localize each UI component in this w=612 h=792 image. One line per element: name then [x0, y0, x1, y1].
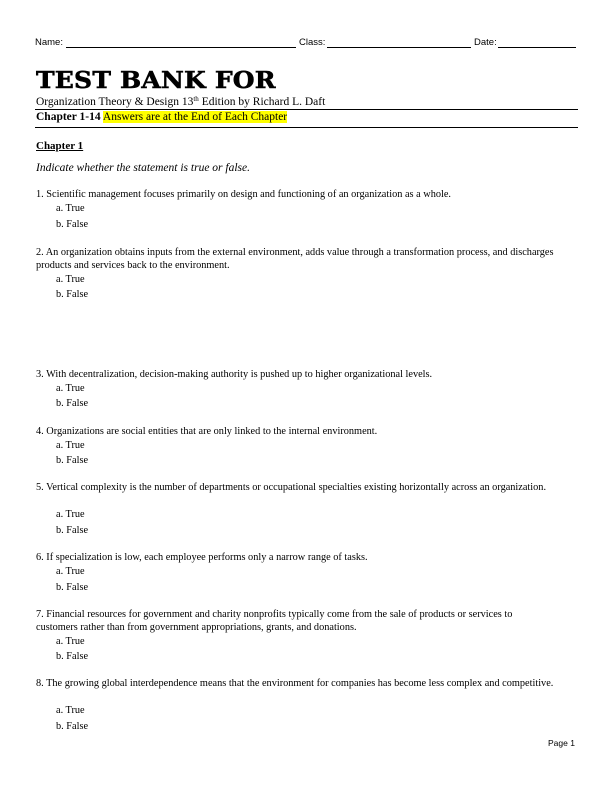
- option-8b[interactable]: b. False: [56, 721, 89, 732]
- option-4b[interactable]: b. False: [56, 455, 89, 466]
- question-7: 7. Financial resources for government and charity nonprofits typically come from the sale of products or services to customers rather than from government appropriations, grants, and donations.: [36, 609, 513, 633]
- option-2b[interactable]: b. False: [56, 289, 89, 300]
- question-6: 6. If specialization is low, each employee performs only a narrow range of tasks.: [36, 552, 368, 563]
- chapter-range: Chapter 1-14: [36, 111, 101, 123]
- option-3b[interactable]: b. False: [56, 398, 89, 409]
- class-label: Class:: [299, 37, 326, 48]
- book-subtitle: [36, 96, 325, 108]
- question-3: 3. With decentralization, decision-making authority is pushed up to higher organizational levels.: [36, 369, 433, 380]
- subtitle-main: Organization Theory & Design 13: [36, 96, 194, 108]
- option-8a[interactable]: a. True: [56, 705, 85, 716]
- name-label: Name:: [35, 37, 63, 48]
- option-2a[interactable]: a. True: [56, 274, 85, 285]
- option-7b[interactable]: b. False: [56, 651, 89, 662]
- name-field[interactable]: [66, 47, 296, 48]
- class-field[interactable]: [327, 47, 471, 48]
- subtitle-superscript: th: [193, 95, 199, 103]
- question-4: 4. Organizations are social entities that are only linked to the internal environment.: [36, 426, 378, 437]
- option-4a[interactable]: a. True: [56, 440, 85, 451]
- subtitle-rest: Edition by Richard L. Daft: [198, 96, 326, 108]
- question-5: 5. Vertical complexity is the number of departments or occupational specialties existing horizontally across an organization.: [36, 482, 547, 493]
- option-7a[interactable]: a. True: [56, 636, 85, 647]
- date-label: Date:: [474, 37, 497, 48]
- title-divider: [35, 109, 578, 110]
- answers-note-highlight: Answers are at the End of Each Chapter: [102, 111, 288, 123]
- question-1: 1. Scientific management focuses primarily on design and functioning of an organization as a whole.: [36, 189, 452, 200]
- chapter-range-line: [36, 111, 287, 123]
- student-info-header: [35, 37, 577, 51]
- chapter-divider: [35, 127, 578, 128]
- option-1a[interactable]: a. True: [56, 203, 85, 214]
- option-1b[interactable]: b. False: [56, 219, 89, 230]
- question-2: 2. An organization obtains inputs from the external environment, adds value through a transformation process, and discharges products and services back to the environment.: [36, 247, 554, 271]
- question-8: 8. The growing global interdependence means that the environment for companies has become less complex and competitive.: [36, 678, 554, 689]
- document-title: TEST BANK FOR: [36, 66, 276, 94]
- option-6a[interactable]: a. True: [56, 566, 85, 577]
- instruction-text: Indicate whether the statement is true or false.: [36, 162, 250, 174]
- option-5a[interactable]: a. True: [56, 509, 85, 520]
- option-6b[interactable]: b. False: [56, 582, 89, 593]
- section-heading: Chapter 1: [36, 140, 84, 152]
- date-field[interactable]: [498, 47, 576, 48]
- page-number: Page 1: [548, 738, 575, 748]
- option-3a[interactable]: a. True: [56, 383, 85, 394]
- option-5b[interactable]: b. False: [56, 525, 89, 536]
